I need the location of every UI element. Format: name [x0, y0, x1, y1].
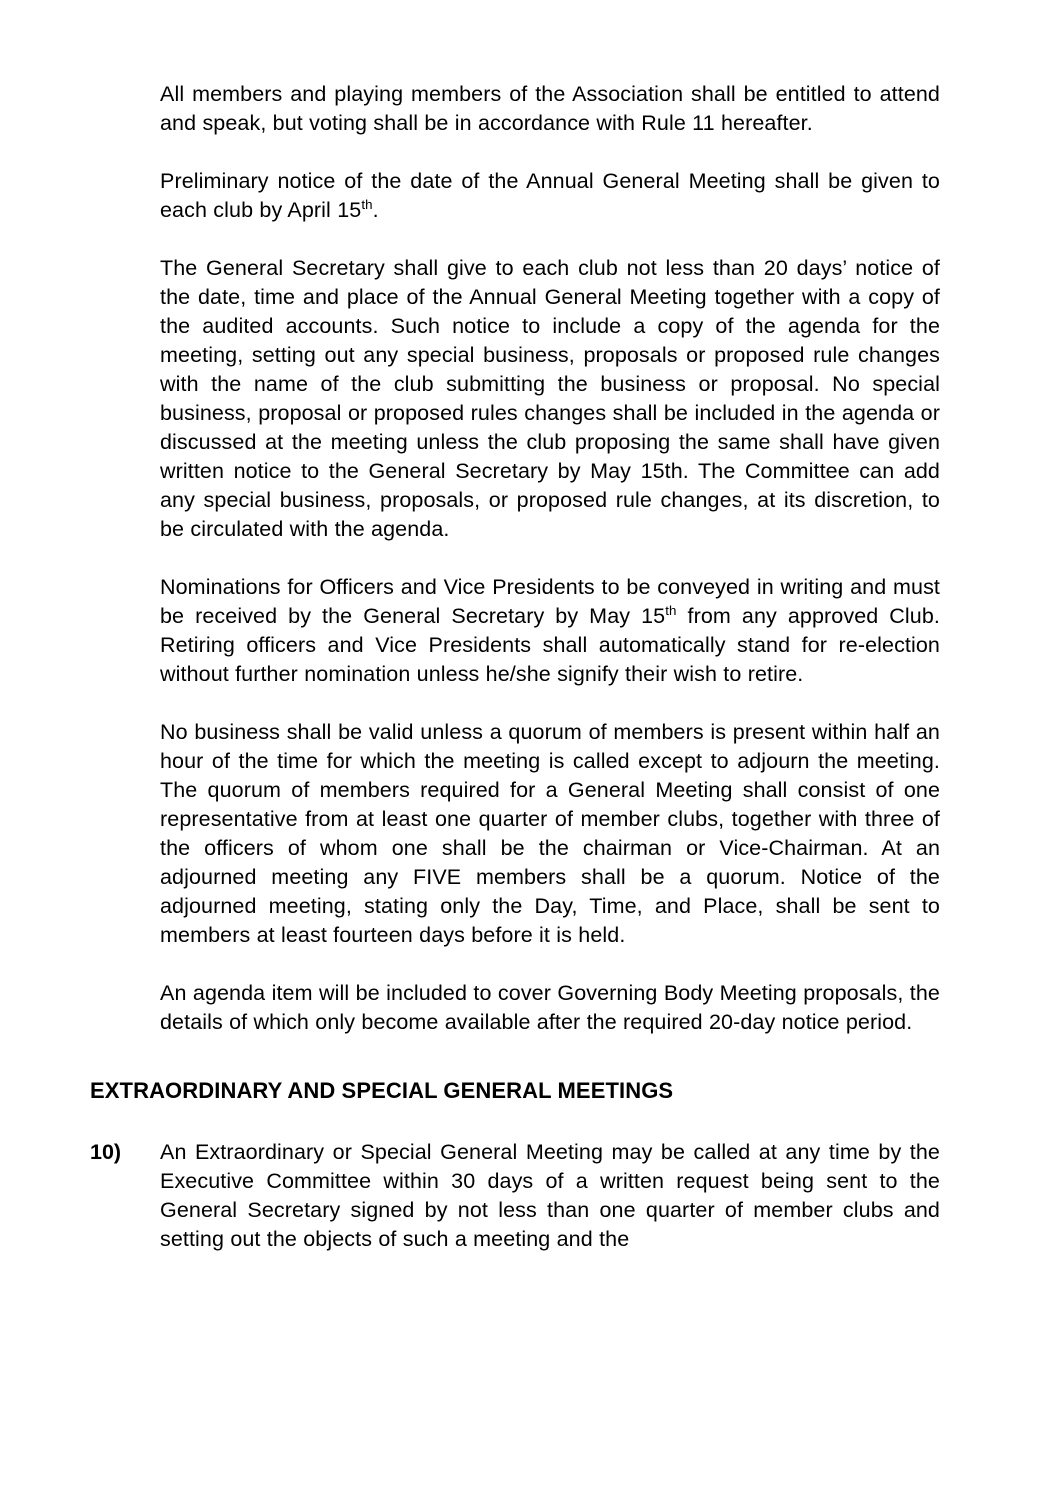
- numbered-item-marker: 10): [90, 1140, 122, 1164]
- ordinal-suffix-april: th: [361, 196, 373, 212]
- paragraph-nominations-text-before: Nominations for Officers and Vice Presidents to be conveyed in writing and must be received by the General Secretary by May 15: [160, 575, 940, 628]
- paragraph-nominations: [160, 573, 940, 689]
- paragraph-agenda-item: An agenda item will be included to cover Governing Body Meeting proposals, the details of which only become available after the required 20-day notice period.: [160, 981, 940, 1034]
- document-body: [160, 80, 940, 1037]
- ordinal-suffix-may: th: [665, 602, 677, 618]
- paragraph-preliminary-notice-text-before: Preliminary notice of the date of the Annual General Meeting shall be given to each club by April 15: [160, 169, 940, 222]
- paragraph-preliminary-notice: [160, 167, 940, 225]
- paragraph-quorum: No business shall be valid unless a quorum of members is present within half an hour of the time for which the meeting is called except to adjourn the meeting. The quorum of members required for a General Meeting shall consist of one representative from at least one quarter of member clubs, together with three of the officers of whom one shall be the chairman or Vice-Chairman. At an adjourned meeting any FIVE members shall be a quorum. Notice of the adjourned meeting, stating only the Day, Time, and Place, shall be sent to members at least fourteen days before it is held.: [160, 720, 940, 947]
- paragraph-preliminary-notice-text-after: .: [372, 198, 379, 222]
- numbered-item-10: [90, 1138, 940, 1254]
- paragraph-attendance: All members and playing members of the Association shall be entitled to attend and speak, but voting shall be in accordance with Rule 11 hereafter.: [160, 82, 940, 135]
- section-heading-extraordinary-and-special-general-meetings: EXTRAORDINARY AND SPECIAL GENERAL MEETINGS: [90, 1078, 674, 1103]
- paragraph-general-secretary-notice: The General Secretary shall give to each club not less than 20 days’ notice of the date, time and place of the Annual General Meeting together with a copy of the audited accounts. Such notice to include a copy of the agenda for the meeting, setting out any special business, proposals or proposed rule changes with the name of the club submitting the business or proposal. No special business, proposal or proposed rules changes shall be included in the agenda or discussed at the meeting unless the club proposing the same shall have given written notice to the General Secretary by May 15th. The Committee can add any special business, proposals, or proposed rule changes, at its discretion, to be circulated with the agenda.: [160, 256, 940, 541]
- numbered-item-body: [160, 1138, 940, 1254]
- paragraph-extraordinary-meeting: An Extraordinary or Special General Meeting may be called at any time by the Executive Committee within 30 days of a written request being sent to the General Secretary signed by not less than one quarter of member clubs and setting out the objects of such a meeting and the: [160, 1140, 940, 1251]
- paragraph-nominations-text-after: from any approved Club. Retiring officers and Vice Presidents shall automatically stand for re-election without further nomination unless he/she signify their wish to retire.: [160, 604, 940, 686]
